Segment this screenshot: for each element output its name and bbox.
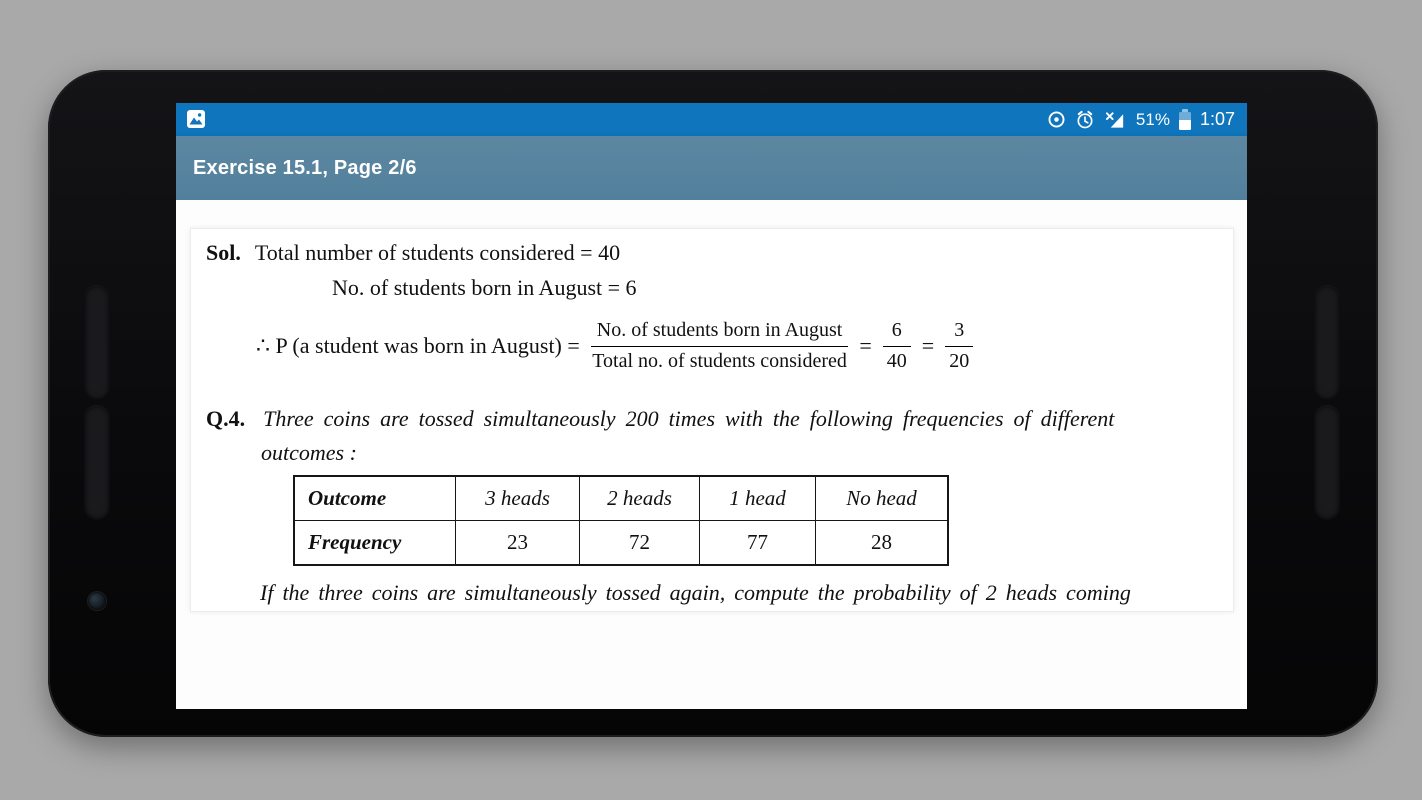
fraction-b-numerator: 3 — [945, 319, 973, 347]
data-saver-icon — [1047, 110, 1066, 129]
status-bar — [176, 103, 1247, 136]
fraction-a-denominator: 40 — [886, 349, 907, 372]
gallery-notification-icon — [186, 109, 206, 129]
table-row — [294, 521, 948, 566]
table-header-no-head: No head — [816, 476, 949, 521]
battery-icon — [1179, 109, 1191, 130]
probability-equation — [256, 319, 973, 373]
left-bezel-slot-top — [84, 285, 110, 400]
q4-text-1: Three coins are tossed simultaneously 200 times with the following frequencies of different — [263, 406, 1115, 431]
table-cell-23: 23 — [456, 521, 580, 566]
table-header-outcome: Outcome — [294, 476, 456, 521]
q4-label: Q.4. — [206, 406, 246, 431]
fraction-b-denominator: 20 — [949, 349, 970, 372]
solution-line-2: No. of students born in August = 6 — [332, 275, 637, 300]
question-4-footer: If the three coins are simultaneously tossed again, compute the probability of 2 heads coming — [260, 580, 1131, 605]
fraction-main-denominator: Total no. of students considered — [592, 349, 847, 372]
battery-percent-text: 51% — [1135, 109, 1170, 129]
right-bezel-slot-top — [1314, 285, 1340, 400]
table-cell-28: 28 — [816, 521, 949, 566]
fraction-a-numerator: 6 — [883, 319, 911, 347]
table-header-3-heads: 3 heads — [456, 476, 580, 521]
phone-frame — [48, 70, 1378, 737]
document-viewer[interactable] — [176, 200, 1247, 709]
textbook-page — [190, 228, 1234, 612]
left-bezel-slot-bottom — [84, 405, 110, 520]
table-header-2-heads: 2 heads — [580, 476, 700, 521]
equals-sign-2: = — [921, 333, 935, 359]
right-bezel-slot-bottom — [1314, 405, 1340, 520]
device-screen — [176, 103, 1247, 709]
table-header-1-head: 1 head — [700, 476, 816, 521]
question-4-line-1 — [206, 406, 1114, 432]
fraction-3-20 — [945, 319, 973, 373]
frequency-table — [293, 475, 949, 566]
table-cell-72: 72 — [580, 521, 700, 566]
table-header-row — [294, 476, 948, 521]
probability-prefix: ∴ P (a student was born in August) = — [256, 333, 580, 359]
sol-label: Sol. — [206, 240, 241, 265]
sol-text-1: Total number of students considered = 40 — [254, 240, 621, 265]
solution-line-1 — [206, 240, 620, 266]
page-title: Exercise 15.1, Page 2/6 — [193, 157, 417, 179]
alarm-icon — [1075, 110, 1095, 130]
table-cell-77: 77 — [700, 521, 816, 566]
clock-text: 1:07 — [1199, 109, 1235, 129]
fraction-main-numerator: No. of students born in August — [591, 319, 849, 347]
fraction-main — [591, 319, 849, 373]
app-bar — [176, 136, 1247, 200]
equals-sign-1: = — [859, 333, 872, 359]
front-camera — [88, 592, 106, 610]
cell-signal-x-icon — [1104, 110, 1127, 130]
table-cell-frequency-label: Frequency — [294, 521, 456, 566]
fraction-6-40 — [883, 319, 911, 373]
question-4-line-2: outcomes : — [261, 440, 357, 465]
